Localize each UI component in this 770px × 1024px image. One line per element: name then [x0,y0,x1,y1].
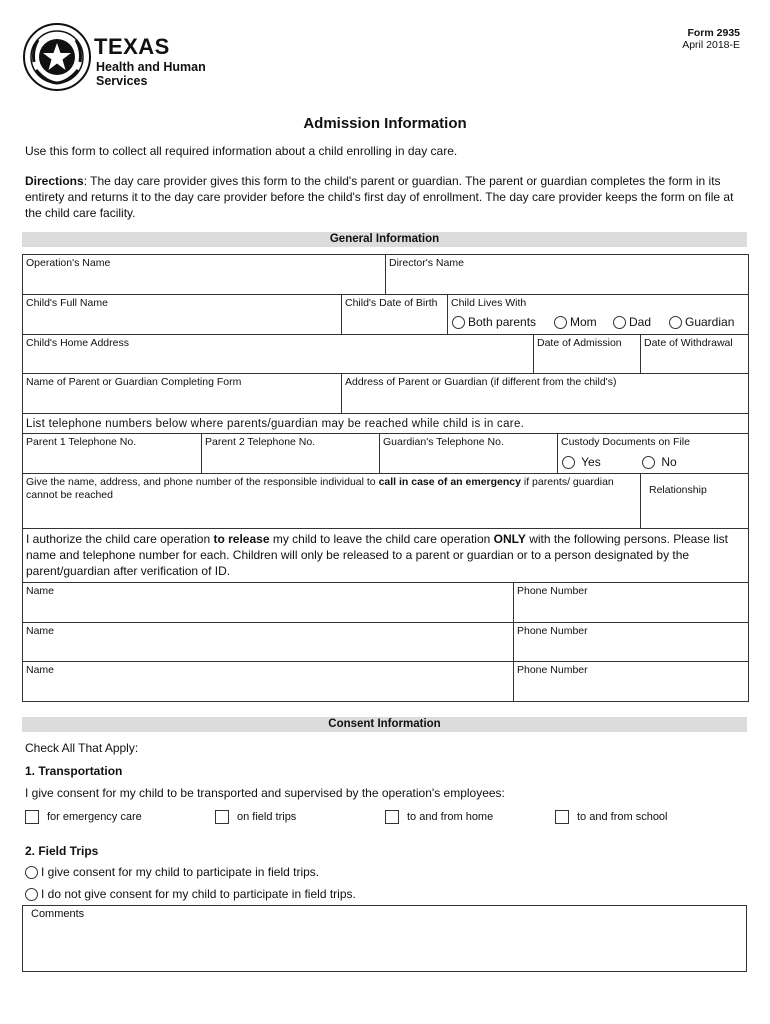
home-address-field[interactable]: Child's Home Address [26,337,129,349]
parent1-phone-field[interactable]: Parent 1 Telephone No. [26,436,137,448]
parent-name-field[interactable]: Name of Parent or Guardian Completing Form [26,376,242,388]
field-trips-no-consent-radio[interactable]: I do not give consent for my child to participate in field trips. [25,886,356,902]
transport-emergency-checkbox[interactable]: for emergency care [25,810,142,824]
checkbox-icon [385,810,399,824]
transport-field-trips-checkbox[interactable]: on field trips [215,810,296,824]
parent2-phone-field[interactable]: Parent 2 Telephone No. [201,434,379,473]
release-row [23,583,748,623]
lives-dad-radio[interactable]: Dad [613,314,651,330]
section-heading-general: General Information [22,232,747,247]
date-admission-field[interactable]: Date of Admission [533,335,640,373]
guardian-phone-field[interactable]: Guardian's Telephone No. [379,434,557,473]
form-row [23,374,748,414]
intro-text: Use this form to collect all required information about a child enrolling in day care. [25,144,458,158]
child-lives-with-group: Child Lives With Both parents Mom Dad Guardian [447,295,748,334]
radio-circle-icon [642,456,655,469]
checkbox-icon [555,810,569,824]
custody-yes-radio[interactable]: Yes [562,454,601,470]
field-trips-consent-radio[interactable]: I give consent for my child to participate in field trips. [25,864,319,880]
lives-guardian-radio[interactable]: Guardian [669,314,734,330]
lives-mom-radio[interactable]: Mom [554,314,597,330]
texas-seal-icon [22,22,92,92]
comments-field[interactable]: Comments [22,905,747,972]
operation-name-field[interactable]: Operation's Name [26,257,111,269]
transportation-title: 1. Transportation [25,764,123,778]
form-number: Form 2935 April 2018-E [682,27,740,51]
release-phone-field-3[interactable]: Phone Number [513,662,748,701]
form-row [23,474,748,529]
radio-circle-icon [613,316,626,329]
release-row [23,623,748,662]
checkbox-icon [25,810,39,824]
checkbox-icon [215,810,229,824]
child-dob-field[interactable]: Child's Date of Birth [341,295,447,334]
field-trips-title: 2. Field Trips [25,844,99,858]
release-name-field-2[interactable]: Name [26,625,55,637]
parent-address-field[interactable]: Address of Parent or Guardian (if different from the child's) [341,374,748,413]
lives-both-parents-radio[interactable]: Both parents [452,314,536,330]
form-row [23,529,748,583]
page-title: Admission Information [303,115,467,132]
release-row [23,662,748,702]
section-heading-consent: Consent Information [22,717,747,732]
transport-home-checkbox[interactable]: to and from home [385,810,493,824]
transportation-text: I give consent for my child to be transported and supervised by the operation's employees: [25,786,505,800]
check-all-label: Check All That Apply: [25,741,139,755]
agency-logo [22,22,212,92]
form-row [23,434,748,474]
radio-circle-icon [669,316,682,329]
directions-text: Directions: The day care provider gives this form to the child's parent or guardian. The parent or guardian completes the form in its entirety and returns it to the day care provider before the child's first day of enrollment. The day care provider keeps the form on file at the child care facility. [25,174,734,220]
director-name-field[interactable]: Director's Name [385,255,748,294]
radio-circle-icon [25,888,38,901]
form-row [23,414,748,434]
release-phone-field-1[interactable]: Phone Number [513,583,748,622]
form-row [23,295,748,335]
child-full-name-field[interactable]: Child's Full Name [26,297,108,309]
custody-no-radio[interactable]: No [642,454,677,470]
form-row [23,335,748,374]
radio-circle-icon [452,316,465,329]
agency-name: TEXAS [94,34,170,59]
relationship-field[interactable]: Relationship [640,474,748,528]
date-withdrawal-field[interactable]: Date of Withdrawal [640,335,748,373]
custody-docs-group: Custody Documents on File Yes No [557,434,748,473]
radio-circle-icon [25,866,38,879]
release-name-field-1[interactable]: Name [26,585,55,597]
release-authorization-text: I authorize the child care operation to release my child to leave the child care operation ONLY with the following persons. Please list name and telephone number for each. Children will only be released to a parent or guardian or to a person designated by the parent/guardian after verification of ID. [26,532,728,578]
form-row [23,255,748,295]
release-phone-field-2[interactable]: Phone Number [513,623,748,661]
general-info-grid [22,254,749,702]
radio-circle-icon [562,456,575,469]
emergency-contact-field[interactable]: Give the name, address, and phone number of the responsible individual to call in case of an emergency if parents/ guardian cannot be reached [26,476,614,501]
radio-circle-icon [554,316,567,329]
agency-subname: Health and Human Services [96,60,206,88]
phone-instruction: List telephone numbers below where parents/guardian may be reached while child is in care. [26,418,525,430]
release-name-field-3[interactable]: Name [26,664,55,676]
transport-school-checkbox[interactable]: to and from school [555,810,668,824]
